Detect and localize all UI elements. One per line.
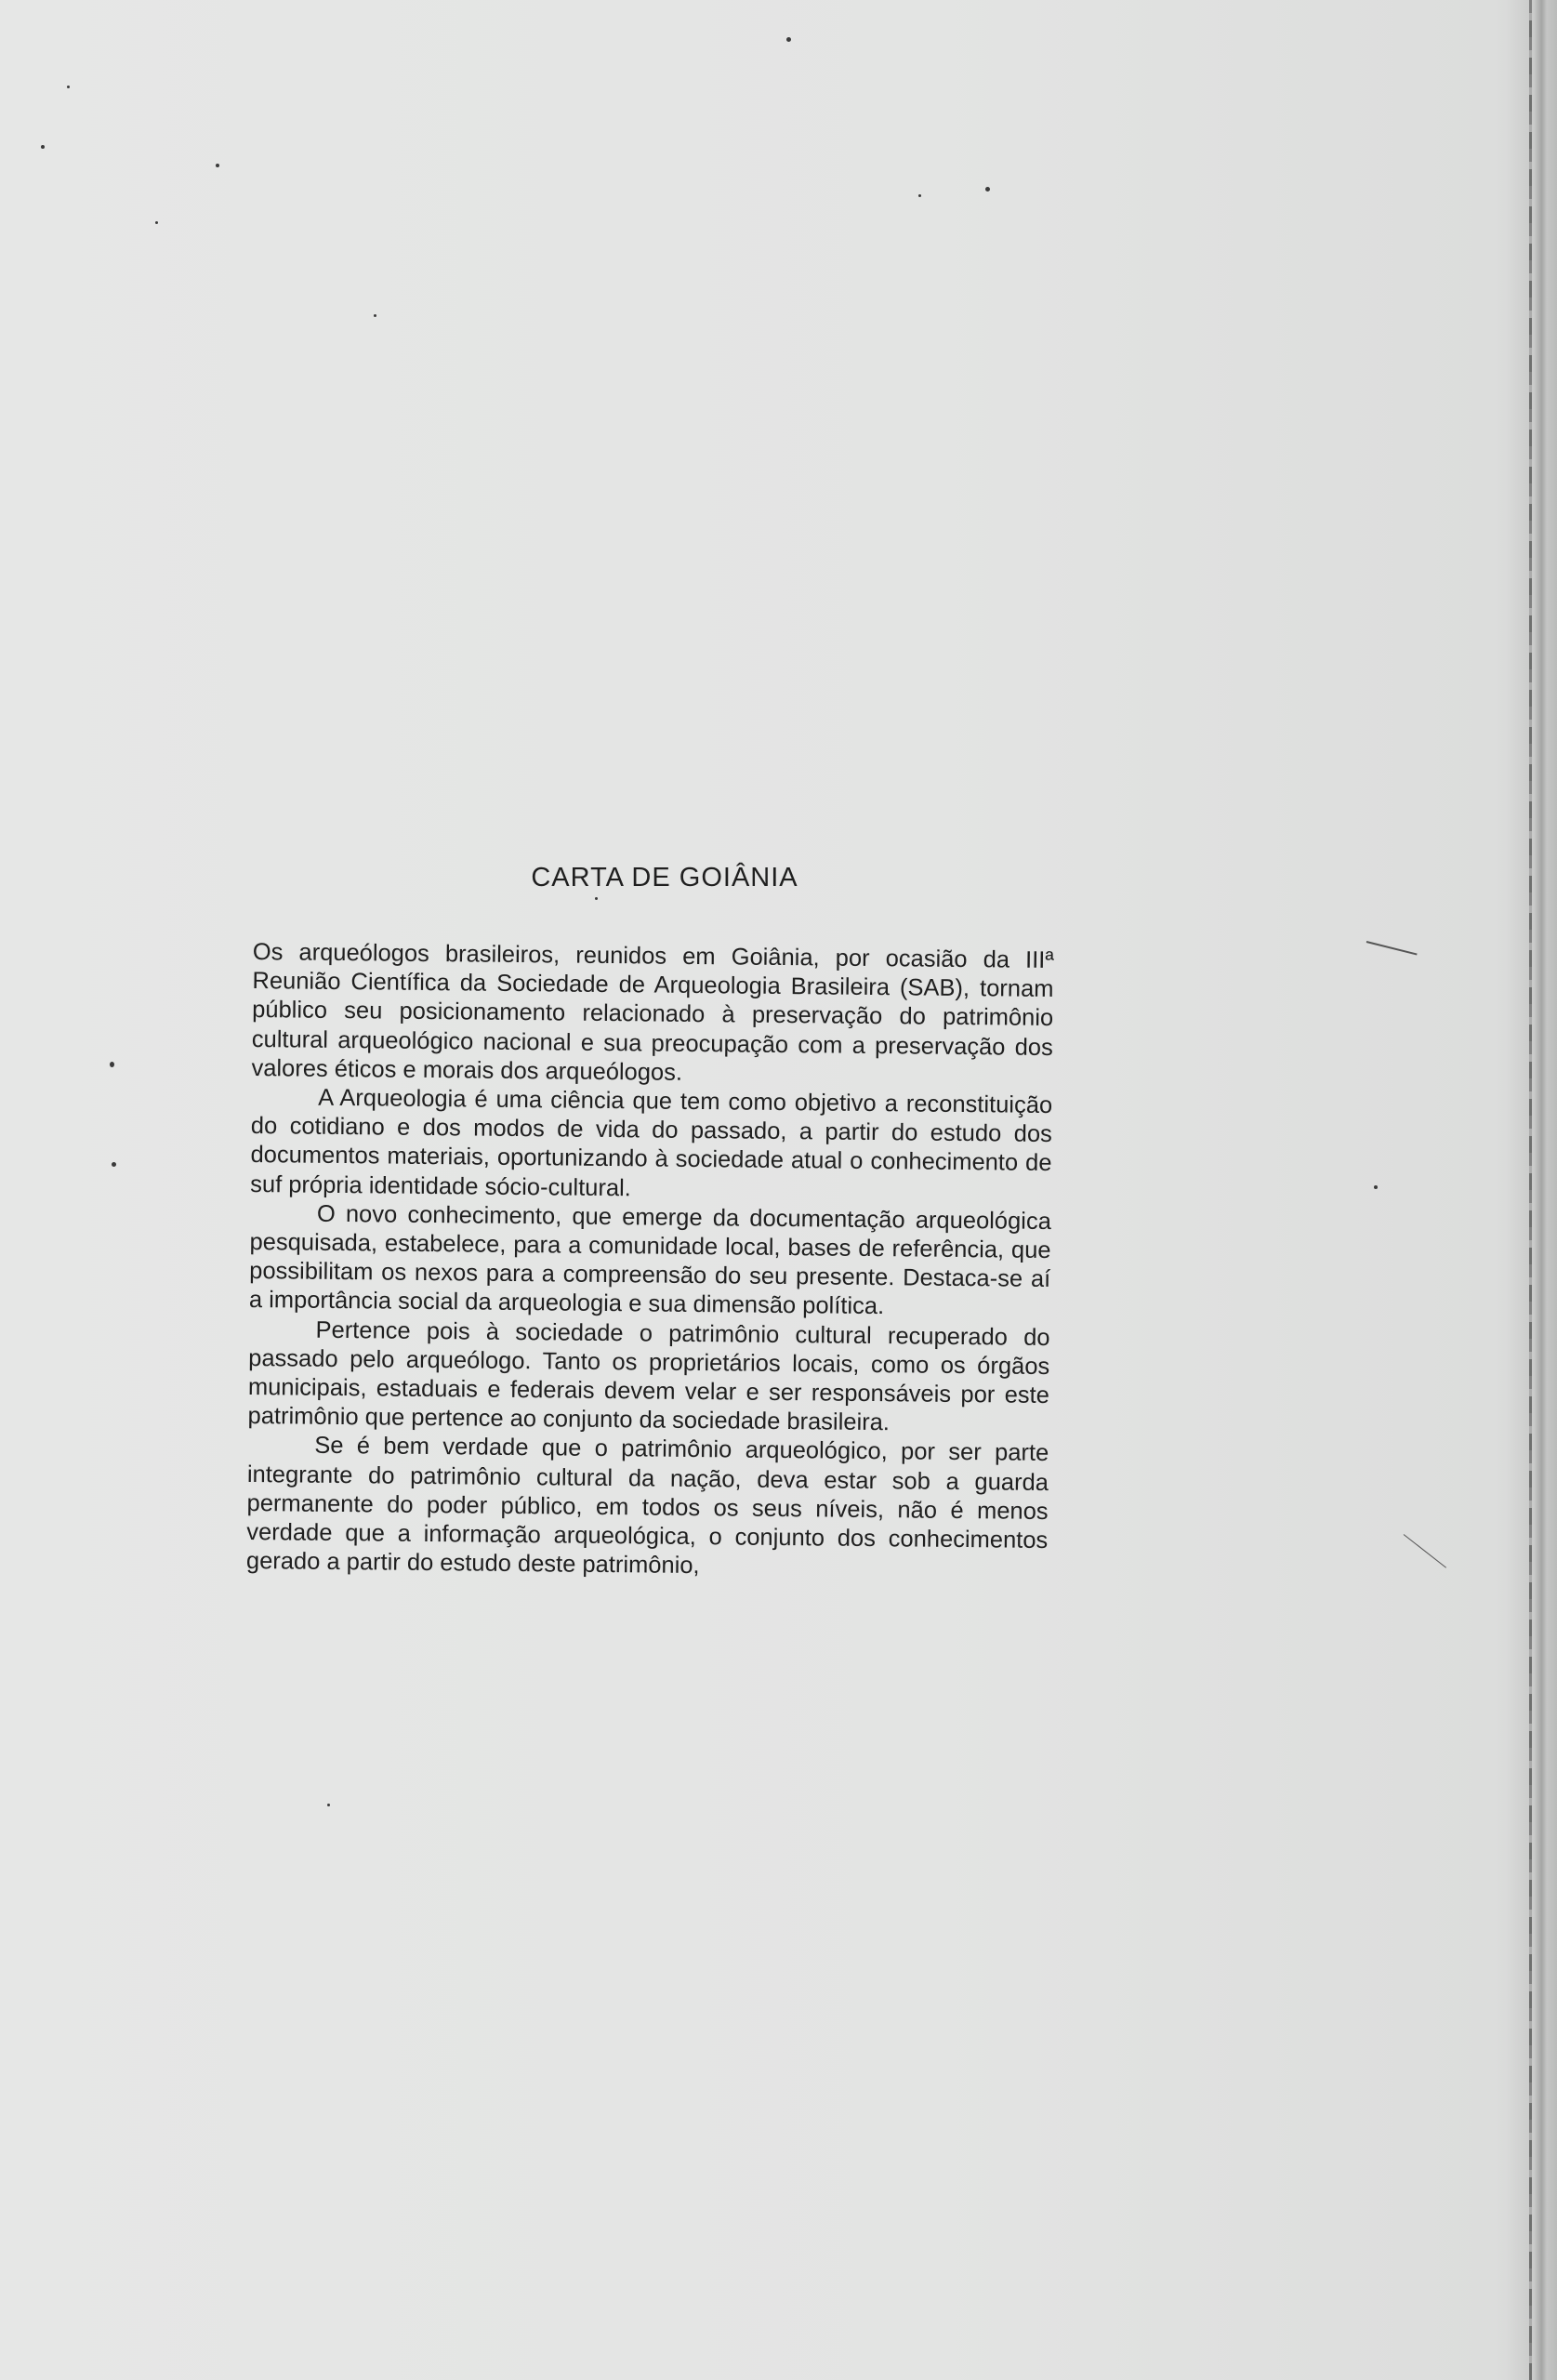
paragraph: O novo conhecimento, que emerge da documentação arqueológica pesquisada, estabelece, para a comunidade local, bases de referência, que possibilitam os nexos para a compreensão do seu presente. Destaca-se aí a importância social da arqueologia e sua dimensão política.: [248, 1200, 1052, 1320]
scan-speck: [41, 145, 45, 149]
scan-stray-mark: [1404, 1534, 1446, 1567]
scan-speck: [1374, 1185, 1378, 1189]
paragraph: Se é bem verdade que o patrimônio arqueológico, por ser parte integrante do patrimônio cultural da nação, deva estar sob a guarda permanente do poder público, em todos os seus níveis, não é menos verdade que a informação arqueológica, o conjunto dos conhecimentos gerado a partir do estudo deste patrimônio,: [245, 1433, 1049, 1580]
scan-speck: [216, 164, 219, 167]
scan-speck: [67, 86, 70, 88]
scan-speck: [110, 1062, 114, 1067]
scan-speck: [985, 187, 990, 192]
scan-speck: [327, 1804, 330, 1806]
scan-speck: [918, 194, 921, 197]
scan-speck: [374, 314, 376, 317]
paragraph: A Arqueologia é uma ciência que tem como objetivo a reconstituição do cotidiano e dos modos de vida do passado, a partir do estudo dos documentos materiais, oportunizando à sociedade atual o conhecimento de suf própria identidade sócio-cultural.: [250, 1084, 1053, 1201]
paragraph: Pertence pois à sociedade o patrimônio cultural recuperado do passado pelo arqueólogo. Tanto os proprietários locais, como os órgãos municipais, estaduais e federais devem velar e ser responsáveis por este patrimônio que pertence ao conjunto da sociedade brasileira.: [247, 1316, 1050, 1436]
scan-stray-mark: [1366, 941, 1418, 955]
scan-speck: [155, 221, 158, 224]
scan-speck: [112, 1162, 116, 1167]
paragraph: Os arqueólogos brasileiros, reunidos em Goiânia, por ocasião da IIIª Reunião Científica da Sociedade de Arqueologia Brasileira (SAB), tornam público seu posicionamento relacionado à preservação do patrimônio cultural arqueológico nacional e sua preocupação com a preservação dos valores éticos e morais dos arqueólogos.: [251, 938, 1054, 1086]
letter-body: [245, 863, 1054, 1580]
page-edge-line: [1529, 0, 1532, 2380]
document-title: CARTA DE GOIÂNIA: [531, 863, 798, 892]
scan-speck: [786, 37, 791, 42]
letter-text: [246, 938, 1054, 1584]
